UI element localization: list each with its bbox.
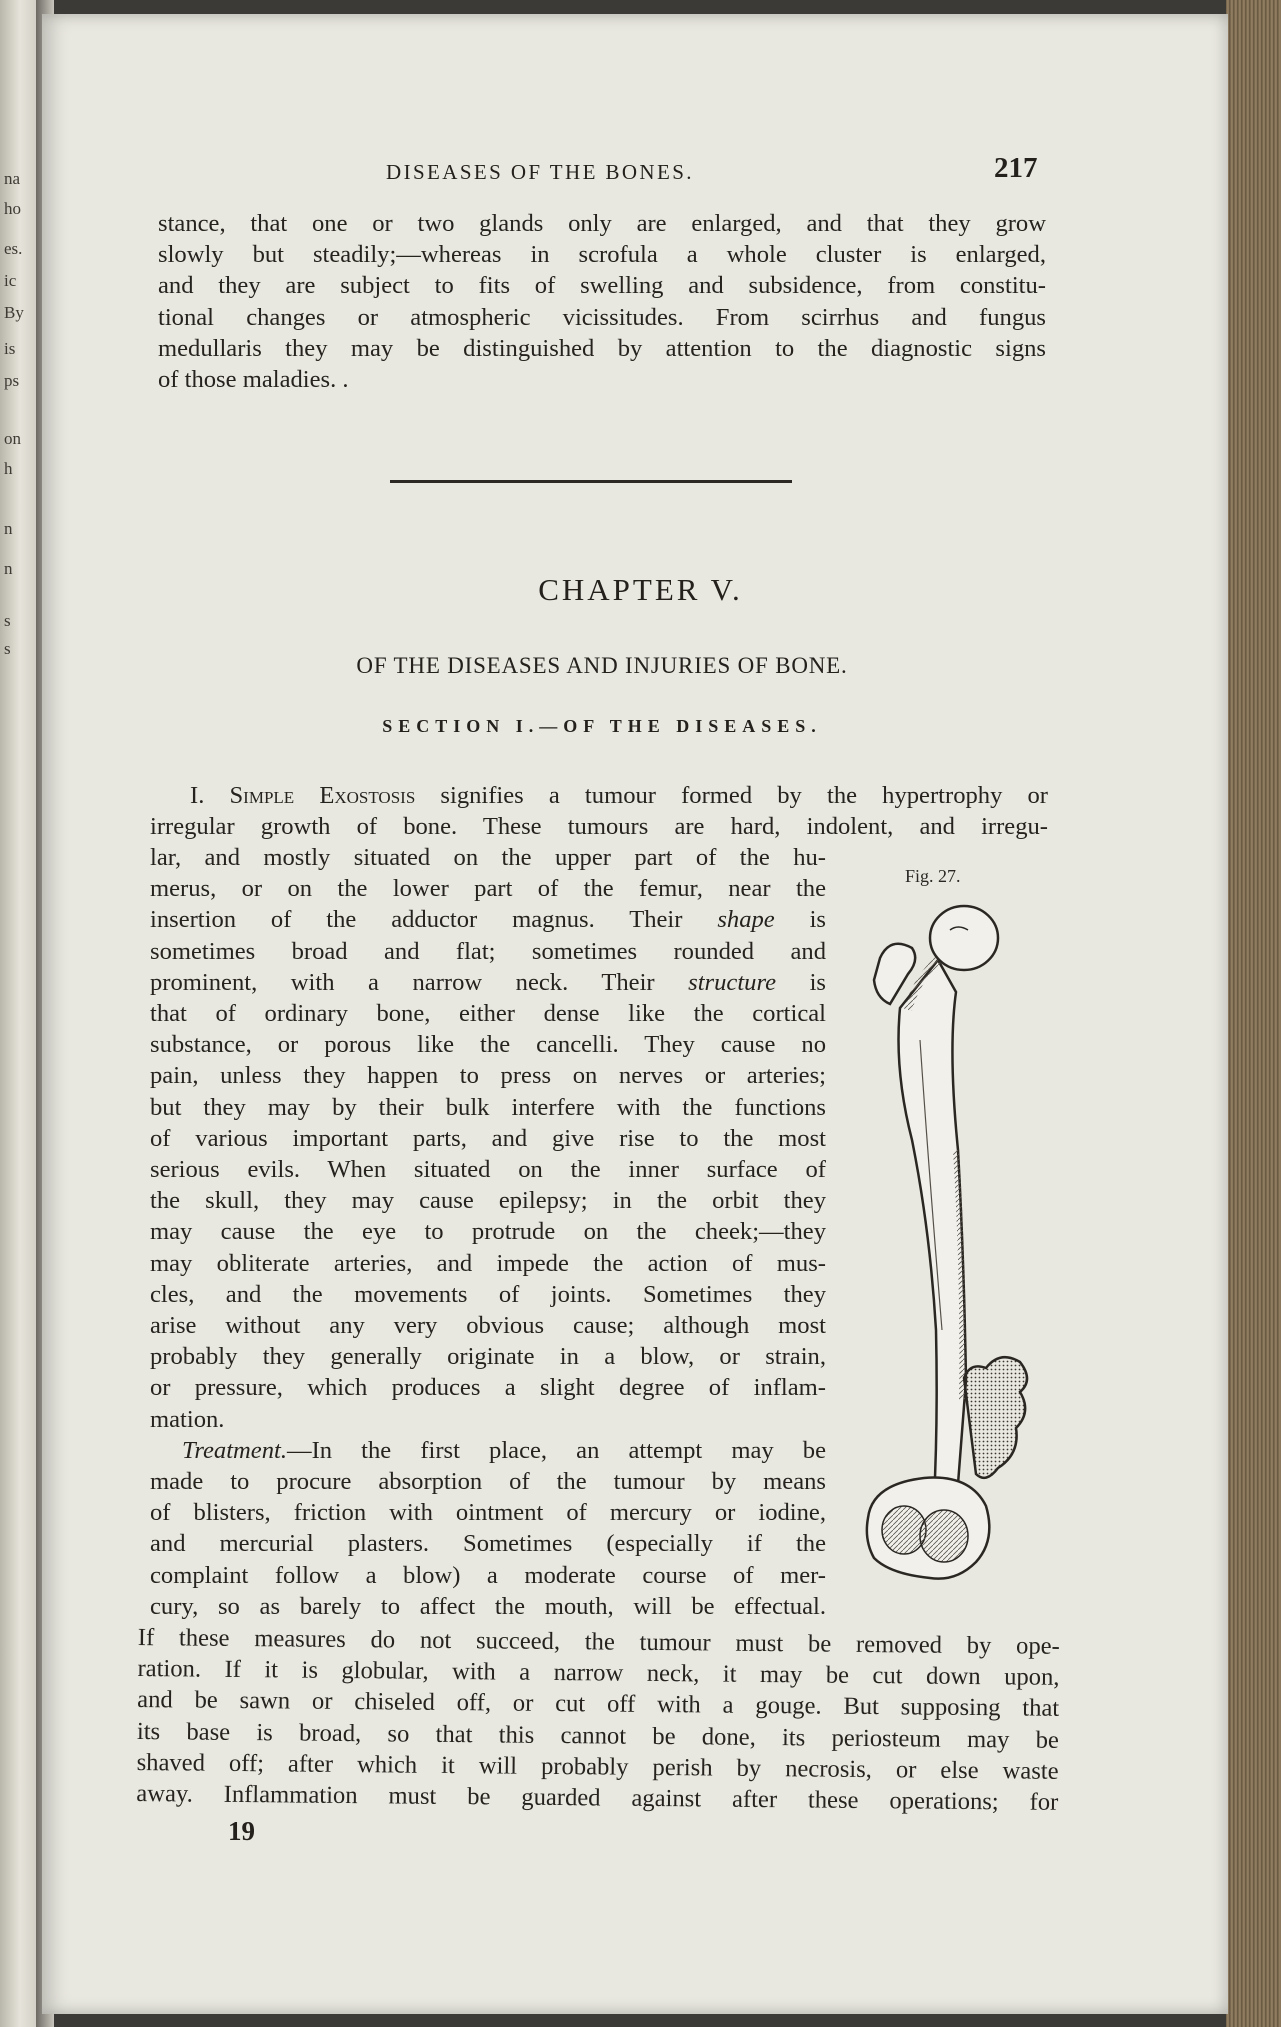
- narrow-line-last: mation.: [150, 1405, 225, 1433]
- narrow-text: prominent, with a narrow neck. Their: [150, 968, 655, 996]
- text-line: tional changes or atmospheric vicissitudes. From scirrhus and fungus: [158, 303, 1046, 331]
- femur-with-exostosis-figure: [838, 900, 1070, 1612]
- text-line: and mercurial plasters. Sometimes (especially if the: [150, 1530, 826, 1558]
- previous-page-fragment: ps: [4, 371, 20, 390]
- treatment-first-line: [150, 1435, 826, 1466]
- text-line: arise without any very obvious cause; although most: [150, 1312, 826, 1340]
- femur-icon: [838, 900, 1070, 1612]
- narrow-text: insertion of the adductor magnus. Their: [150, 906, 683, 934]
- previous-page-fragment: ho: [4, 199, 21, 218]
- text-line: pain, unless they happen to press on nerves or arteries;: [150, 1062, 826, 1090]
- narrow-line: merus, or on the lower part of the femur, near the: [150, 875, 826, 903]
- previous-page-edge: [0, 0, 40, 2027]
- text-line: medullaris they may be distinguished by attention to the diagnostic signs: [158, 334, 1046, 362]
- running-head: DISEASES OF THE BONES.: [386, 160, 694, 184]
- narrow-line: lar, and mostly situated on the upper part of the hu-: [150, 844, 826, 871]
- treatment-first-rest: —In the first place, an attempt may be: [286, 1436, 826, 1464]
- chapter-divider-rule: [390, 480, 792, 483]
- previous-page-fragment: ic: [4, 271, 17, 290]
- text-line: probably they generally originate in a blow, or strain,: [150, 1343, 826, 1371]
- text-line: of various important parts, and give rise to the most: [150, 1124, 826, 1152]
- text-line: of blisters, friction with ointment of mercury or iodine,: [150, 1499, 826, 1527]
- paragraph-number: I.: [190, 782, 205, 809]
- intro-paragraph: [158, 208, 1046, 395]
- signature-mark: 19: [228, 1816, 255, 1846]
- text-line: the skull, they may cause epilepsy; in the orbit they: [150, 1187, 826, 1215]
- text-line: of those maladies. .: [158, 366, 349, 394]
- italic-shape: shape: [717, 906, 775, 934]
- text-line: may obliterate arteries, and impede the action of mus-: [150, 1249, 826, 1277]
- text-line: away. Inflammation must be guarded against after these operations; for: [136, 1780, 1059, 1816]
- narrow-text: is: [774, 906, 826, 934]
- narrow-line: sometimes broad and flat; sometimes rounded and: [150, 937, 826, 965]
- treatment-continuation: [136, 1622, 1060, 1818]
- term-simple: Simple: [229, 782, 295, 809]
- exostosis-line1-rest: signifies a tumour formed by the hypertrophy or: [415, 782, 1048, 809]
- treatment-narrow-last: cury, so as barely to affect the mouth, will be effectual.: [150, 1592, 826, 1620]
- exostosis-first-line: [150, 780, 1048, 811]
- text-line: and they are subject to fits of swelling and subsidence, from constitu-: [158, 272, 1046, 300]
- text-line: If these measures do not succeed, the tumour must be removed by ope-: [137, 1623, 1060, 1660]
- text-line: substance, or porous like the cancelli. They cause no: [150, 1031, 826, 1059]
- page-stack-edge: [1226, 0, 1281, 2027]
- text-line: ration. If it is globular, with a narrow neck, it may be cut down upon,: [137, 1655, 1060, 1692]
- treatment-heading: Treatment.: [182, 1436, 287, 1464]
- previous-page-fragment: n: [4, 519, 13, 538]
- text-line: but they may by their bulk interfere with the functions: [150, 1093, 826, 1121]
- text-line: may cause the eye to protrude on the cheek;—they: [150, 1218, 826, 1246]
- text-line: and be sawn or chiseled off, or cut off with a gouge. But supposing that: [137, 1686, 1060, 1723]
- narrow-text: is: [776, 968, 826, 996]
- previous-page-fragment: na: [4, 169, 21, 188]
- page-number: 217: [994, 152, 1038, 184]
- chapter-title: CHAPTER V.: [538, 572, 743, 607]
- narrow-line-shape: [150, 904, 826, 935]
- previous-page-fragment: n: [4, 559, 13, 578]
- text-line: serious evils. When situated on the inner surface of: [150, 1156, 826, 1184]
- previous-page-fragment: h: [4, 459, 13, 478]
- previous-page-fragment: s: [4, 611, 11, 630]
- text-line: slowly but steadily;—whereas in scrofula a whole cluster is enlarged,: [158, 241, 1046, 269]
- text-line: that of ordinary bone, either dense like the cortical: [150, 1000, 826, 1028]
- text-line: cles, and the movements of joints. Sometimes they: [150, 1280, 826, 1308]
- previous-page-fragment: s: [4, 639, 11, 658]
- previous-page-fragment: is: [4, 339, 16, 358]
- text-line: its base is broad, so that this cannot be done, its periosteum may be: [136, 1717, 1060, 1754]
- exostosis-paragraph-head: [150, 780, 1048, 842]
- text-line: complaint follow a blow) a moderate course of mer-: [150, 1561, 826, 1589]
- text-line: or pressure, which produces a slight degree of inflam-: [150, 1374, 826, 1402]
- previous-page-fragment: es.: [4, 239, 23, 258]
- previous-page-fragment: By: [4, 303, 24, 322]
- narrow-line-structure: [150, 967, 826, 998]
- text-line: stance, that one or two glands only are enlarged, and that they grow: [158, 210, 1046, 237]
- term-exostosis: Exostosis: [319, 782, 416, 809]
- text-line: made to procure absorption of the tumour by means: [150, 1468, 826, 1496]
- chapter-subtitle: OF THE DISEASES AND INJURIES OF BONE.: [356, 653, 848, 678]
- text-line: shaved off; after which it will probably perish by necrosis, or else waste: [136, 1748, 1059, 1785]
- previous-page-fragment: on: [4, 429, 21, 448]
- italic-structure: structure: [688, 968, 777, 996]
- exostosis-narrow-column: [150, 842, 826, 1622]
- section-heading: SECTION I.—OF THE DISEASES.: [382, 716, 822, 736]
- figure-label: Fig. 27.: [905, 866, 961, 886]
- exostosis-line-2: irregular growth of bone. These tumours are hard, indolent, and irregu-: [150, 813, 1048, 841]
